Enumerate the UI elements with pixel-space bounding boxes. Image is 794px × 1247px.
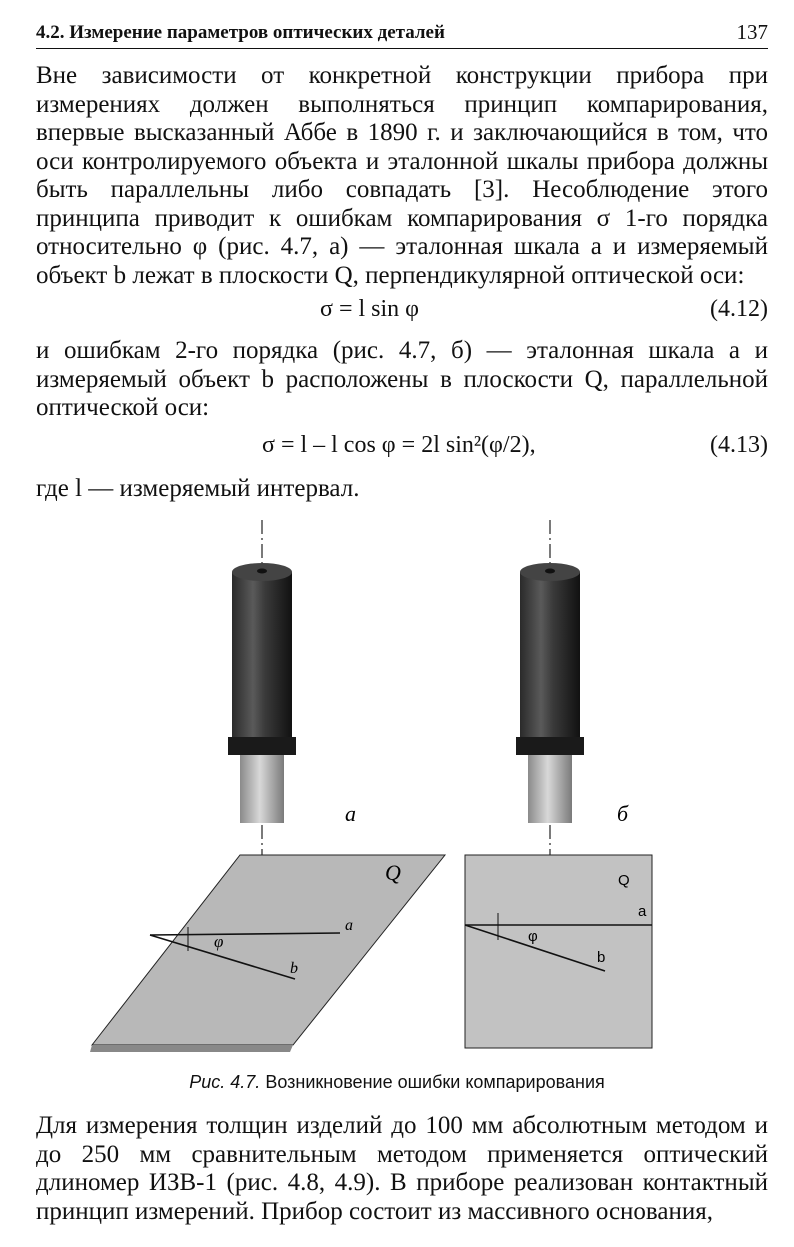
- right-object-label: b: [597, 949, 606, 966]
- equation-4-12: σ = l sin φ: [320, 296, 419, 322]
- paragraph-abbe-principle: Вне зависимости от конкретной конструкции прибора при измерениях должен выполняться принцип компарирования, впервые высказанный Аббе в 1890 г. и заключающийся в том, что оси контролируемого объекта и эталонной шкалы прибора должны быть параллельны либо совпадать [3]. Несоблюдение этого принципа приводит к ошибкам компарирования σ 1-го порядка относительно φ (рис. 4.7, а) — эталонная шкала a и измеряемый объект b лежат в плоскости Q, перпендикулярной оптической оси:: [36, 62, 768, 289]
- figure-caption: [0, 1072, 794, 1093]
- paragraph-izv1: Для измерения толщин изделий до 100 мм абсолютным методом и до 250 мм сравнительным методом применяется оптический длиномер ИЗВ-1 (рис. 4.8, 4.9). В приборе реализован контактный принцип измерений. Прибор состоит из массивного основания,: [36, 1112, 768, 1225]
- left-object-label: b: [290, 960, 298, 977]
- figure-label-a: а: [345, 801, 356, 826]
- left-scale-label: a: [345, 917, 353, 934]
- left-plane-label: Q: [385, 860, 401, 885]
- caption-label: Рис. 4.7.: [189, 1072, 261, 1092]
- figure-label-b: б: [617, 801, 629, 826]
- paragraph-second-order: и ошибкам 2-го порядка (рис. 4.7, б) — эталонная шкала a и измеряемый объект b расположены в плоскости Q, параллельной оптической оси:: [36, 337, 768, 421]
- equation-4-13: σ = l – l cos φ = 2l sin²(φ/2),: [262, 432, 536, 458]
- right-angle-label: φ: [528, 928, 538, 945]
- figure-4-7: [80, 515, 680, 1060]
- page-number: 137: [736, 20, 768, 44]
- equation-number-4-12: (4.12): [710, 296, 768, 322]
- left-angle-label: φ: [214, 932, 224, 951]
- caption-text: Возникновение ошибки компарирования: [265, 1072, 605, 1092]
- right-scale-label: a: [638, 903, 647, 920]
- right-plane-label: Q: [618, 872, 630, 889]
- paragraph-interval: где l — измеряемый интервал.: [36, 475, 360, 502]
- section-title: 4.2. Измерение параметров оптических деталей: [36, 22, 445, 43]
- page-header: [36, 16, 768, 49]
- equation-number-4-13: (4.13): [710, 432, 768, 458]
